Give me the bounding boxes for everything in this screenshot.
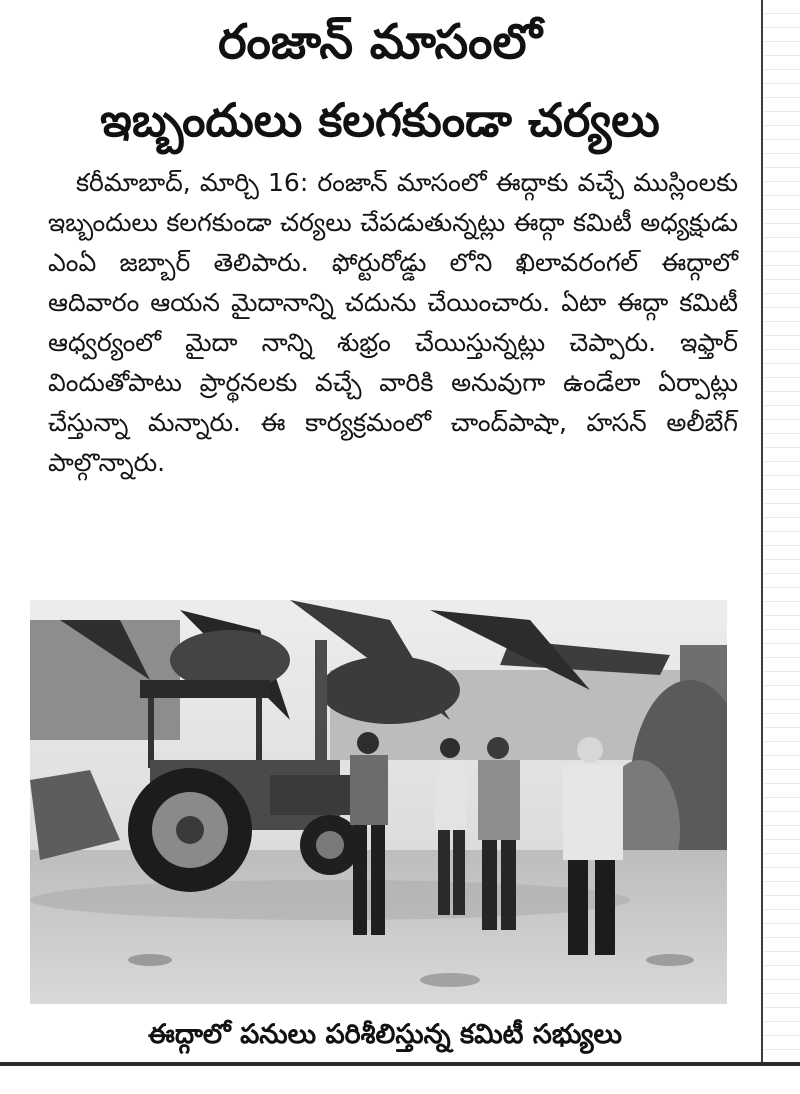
tractor-and-people-photo xyxy=(30,600,727,1004)
headline-line-1: రంజాన్ మాసంలో xyxy=(218,14,542,70)
photo-caption: ఈద్గాలో పనులు పరిశీలిస్తున్న కమిటీ సభ్యులు xyxy=(148,1019,622,1050)
column-divider xyxy=(761,0,763,1062)
article-paragraph: కరీమాబాద్, మార్చి 16: రంజాన్ మాసంలో ఈద్గాకు వచ్చే ముస్లింలకు ఇబ్బందులు కలగకుండా చర్యలు చేపడుతున్నట్లు ఈద్గా కమిటీ అధ్యక్షుడు ఎంఏ జబ్బార్ తెలిపారు. ఫోర్టురోడ్డు లోని ఖిలావరంగల్ ఈద్గాలో ఆదివారం ఆయన మైదానాన్ని చదును చేయించారు. ఏటా ఈద్గా కమిటీ ఆధ్వర్యంలో మైదా నాన్ని శుభ్రం చేయిస్తున్నట్లు చెప్పారు. ఇఫ్తార్ విందుతోపాటు ప్రార్థనలకు వచ్చే వారికి అనువుగా ఉండేలా ఏర్పాట్లు చేస్తున్నా మన్నారు. ఈ కార్యక్రమంలో చాంద్‌పాషా, హసన్ అలీబేగ్ పాల్గొన్నారు. xyxy=(48,168,738,477)
adjacent-column-strip xyxy=(764,0,800,1062)
bottom-border xyxy=(0,1062,800,1066)
news-photo xyxy=(30,600,727,1004)
headline-line-2: ఇబ్బందులు కలగకుండా చర్యలు xyxy=(100,93,660,147)
article-body xyxy=(48,163,738,483)
